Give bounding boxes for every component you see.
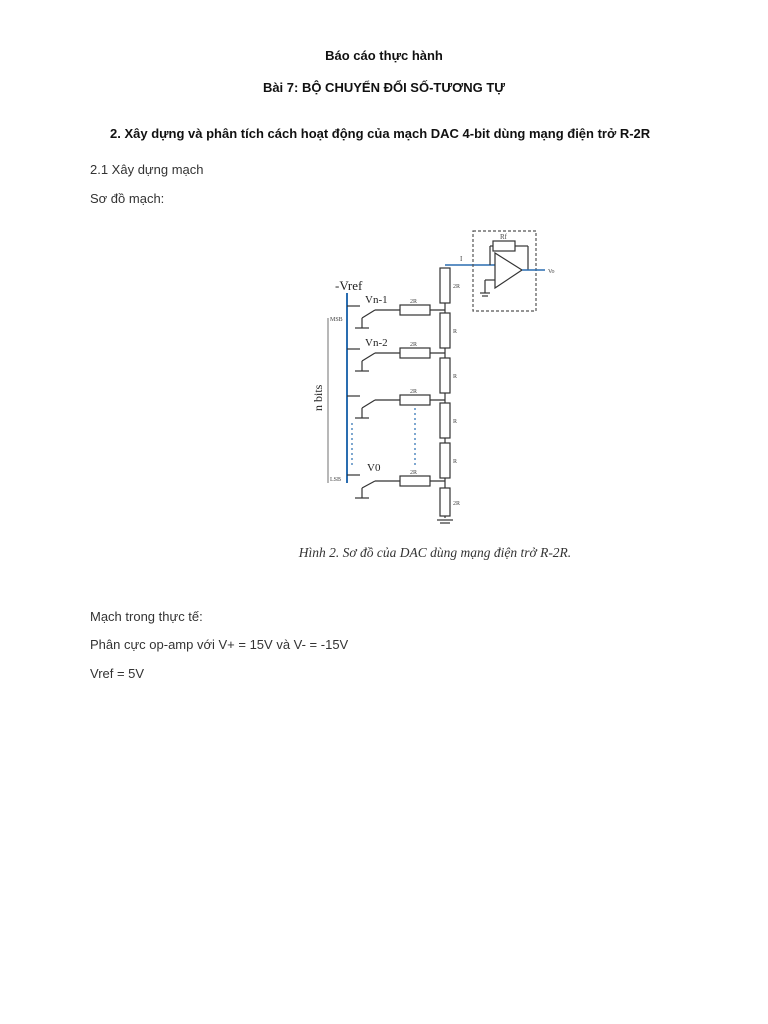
real-circuit-label: Mạch trong thực tế: [90, 609, 203, 624]
r2-label-top: 2R [453, 284, 461, 290]
vo-label: Vo [548, 269, 555, 275]
r-label-1: R [453, 329, 458, 335]
vref-label: -Vref [335, 278, 363, 293]
report-title: Báo cáo thực hành [325, 48, 443, 63]
r2-label-bottom: 2R [453, 501, 461, 507]
msb-label: MSB [330, 317, 343, 323]
figure-caption: Hình 2. Sơ đồ của DAC dùng mạng điện trở R-2R. [298, 545, 572, 560]
r2r-dac-schematic [300, 213, 590, 533]
rf-label: Rf [500, 233, 507, 241]
sub-heading: 2.1 Xây dựng mạch [90, 162, 204, 177]
lsb-label: LSB [330, 477, 342, 483]
r2-label-3: 2R [410, 389, 418, 395]
r-label-2: R [453, 374, 458, 380]
vn1-label: Vn-1 [365, 294, 388, 306]
vref-note: Vref = 5V [90, 666, 145, 681]
bias-note: Phân cực op-amp với V+ = 15V và V- = -15V [90, 637, 349, 652]
schematic-label: Sơ đồ mạch: [90, 191, 165, 206]
vn2-label: Vn-2 [365, 337, 388, 349]
r2-label-4: 2R [410, 470, 418, 476]
r-label-3: R [453, 419, 458, 425]
lesson-title: Bài 7: BỘ CHUYỂN ĐỔI SỐ-TƯƠNG TỰ [262, 80, 506, 95]
r2-label-1: 2R [410, 299, 418, 305]
r2-label-2: 2R [410, 342, 418, 348]
i-label: I [460, 255, 463, 263]
r-label-4: R [453, 459, 458, 465]
v0-label: V0 [367, 462, 381, 474]
section-heading: 2. Xây dựng và phân tích cách hoạt động của mạch DAC 4-bit dùng mạng điện trở R-2R [110, 126, 651, 141]
nbits-label: n bits [311, 384, 325, 411]
